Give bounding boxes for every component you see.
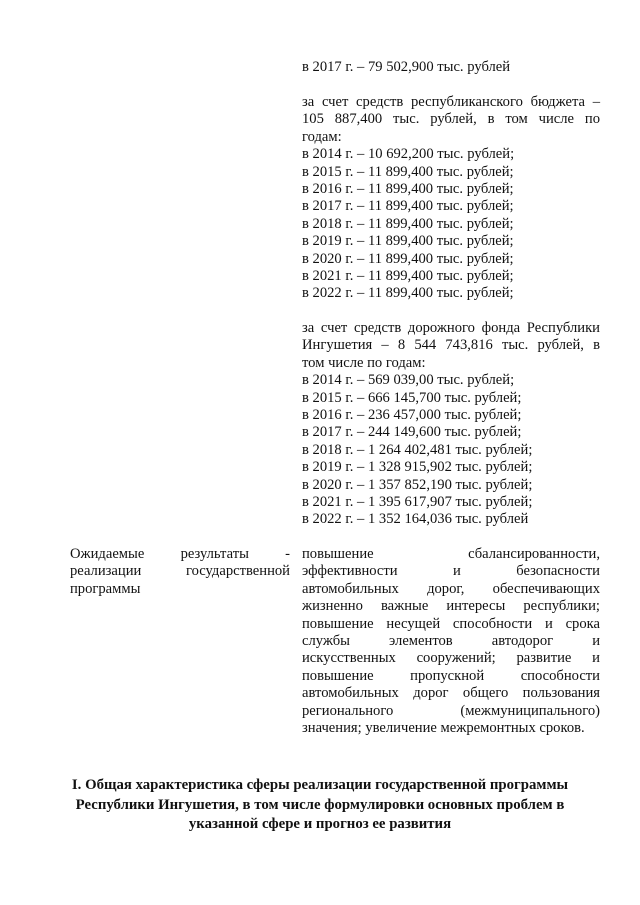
expected-results-line: службы элементов автодорог и <box>302 633 600 650</box>
expected-results-line: искусственных сооружений; развитие и <box>302 650 600 667</box>
road-fund-block <box>302 320 600 529</box>
road-fund-year: в 2019 г. – 1 328 915,902 тыс. рублей; <box>302 459 533 476</box>
republican-budget-intro-line: 105 887,400 тыс. рублей, в том числе по <box>302 111 600 128</box>
road-fund-year: в 2014 г. – 569 039,00 тыс. рублей; <box>302 372 515 389</box>
republican-budget-year: в 2015 г. – 11 899,400 тыс. рублей; <box>302 163 514 180</box>
road-fund-intro-line: том числе по годам: <box>302 354 426 371</box>
republican-budget-intro-line: за счет средств республиканского бюджета – <box>302 94 600 110</box>
republican-budget-year: в 2017 г. – 11 899,400 тыс. рублей; <box>302 198 514 215</box>
funding-tail-block <box>302 59 600 76</box>
road-fund-year: в 2021 г. – 1 395 617,907 тыс. рублей; <box>302 494 533 511</box>
republican-budget-block <box>302 94 600 303</box>
expected-results-label <box>70 546 290 598</box>
republican-budget-year: в 2020 г. – 11 899,400 тыс. рублей; <box>302 250 514 267</box>
road-fund-year: в 2015 г. – 666 145,700 тыс. рублей; <box>302 389 522 406</box>
republican-budget-year: в 2014 г. – 10 692,200 тыс. рублей; <box>302 146 515 163</box>
funding-line-2017: в 2017 г. – 79 502,900 тыс. рублей <box>302 59 511 75</box>
republican-budget-year: в 2021 г. – 11 899,400 тыс. рублей; <box>302 268 514 285</box>
expected-results-line: жизненно важные интересы республики; <box>302 598 600 615</box>
expected-results-label-line: Ожидаемые результаты - <box>70 546 290 562</box>
road-fund-intro-line: Ингушетия – 8 544 743,816 тыс. рублей, в <box>302 337 600 354</box>
section-heading-line: I. Общая характеристика сферы реализации государственной программы <box>71 777 569 793</box>
road-fund-year: в 2022 г. – 1 352 164,036 тыс. рублей <box>302 511 529 528</box>
expected-results-line: повышение несущей способности и срока <box>302 615 600 632</box>
republican-budget-intro-line: годам: <box>302 128 342 145</box>
road-fund-year: в 2016 г. – 236 457,000 тыс. рублей; <box>302 407 522 424</box>
expected-results-line: автомобильных дорог общего пользования <box>302 685 600 702</box>
road-fund-intro-line: за счет средств дорожного фонда Республики <box>302 320 600 336</box>
expected-results-line: эффективности и безопасности <box>302 563 600 580</box>
republican-budget-year: в 2022 г. – 11 899,400 тыс. рублей; <box>302 285 514 302</box>
expected-results-line: автомобильных дорог, обеспечивающих <box>302 580 600 597</box>
road-fund-year: в 2020 г. – 1 357 852,190 тыс. рублей; <box>302 476 533 493</box>
road-fund-year: в 2017 г. – 244 149,600 тыс. рублей; <box>302 424 522 441</box>
expected-results-line: повышение сбалансированности, <box>302 546 600 562</box>
republican-budget-year: в 2018 г. – 11 899,400 тыс. рублей; <box>302 215 514 232</box>
expected-results-label-line: программы <box>70 580 141 597</box>
section-heading-line: указанной сфере и прогноз ее развития <box>188 816 452 832</box>
republican-budget-year: в 2016 г. – 11 899,400 тыс. рублей; <box>302 181 514 198</box>
road-fund-year: в 2018 г. – 1 264 402,481 тыс. рублей; <box>302 441 533 458</box>
republican-budget-year: в 2019 г. – 11 899,400 тыс. рублей; <box>302 233 514 250</box>
expected-results-line: повышение пропускной способности <box>302 667 600 684</box>
expected-results-label-line: реализации государственной <box>70 563 290 580</box>
section-heading-line: Республики Ингушетия, в том числе формулировки основных проблем в <box>75 796 565 813</box>
expected-results-line: значения; увеличение межремонтных сроков. <box>302 720 585 737</box>
section-heading <box>60 776 580 835</box>
expected-results-line: регионального (межмуниципального) <box>302 702 600 719</box>
expected-results-text <box>302 546 600 737</box>
